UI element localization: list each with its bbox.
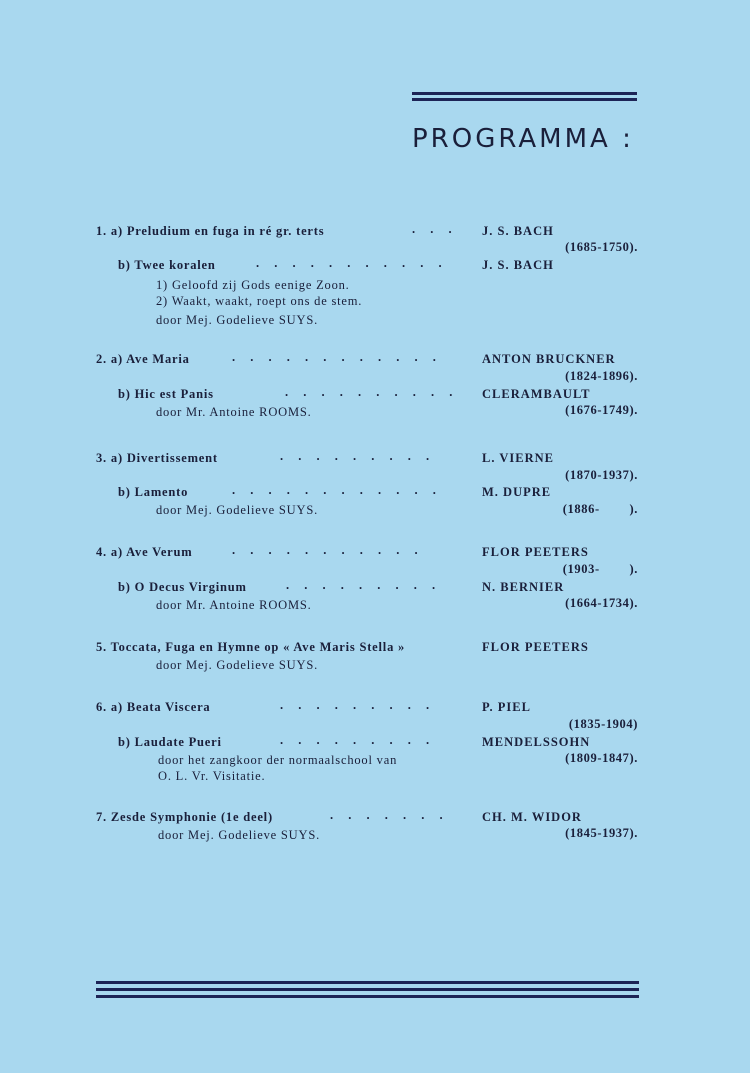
item-2a-dots: . . . . . . . . . . . . xyxy=(232,350,442,364)
item-1a-dates: (1685-1750). xyxy=(565,240,638,254)
item-4b-dots: . . . . . . . . . xyxy=(286,578,442,592)
item-4a-composer: FLOR PEETERS xyxy=(482,545,589,559)
item-1a-dots: . . . xyxy=(412,222,458,236)
item-2a-label: 2. a) Ave Maria xyxy=(96,352,190,366)
item-2b-dots: . . . . . . . . . . xyxy=(285,385,459,399)
item-2b-label: b) Hic est Panis xyxy=(118,387,214,401)
item-4a-dates: (1903- ). xyxy=(562,562,638,576)
item-1b-sub-2: 2) Waakt, waakt, roept ons de stem. xyxy=(156,294,363,308)
item-4b-label: b) O Decus Virginum xyxy=(118,580,247,594)
item-4b-performer: door Mr. Antoine ROOMS. xyxy=(156,598,312,612)
item-3a-dates: (1870-1937). xyxy=(565,468,638,482)
item-3a-composer: L. VIERNE xyxy=(482,451,554,465)
item-3b-composer: M. DUPRE xyxy=(482,485,552,499)
item-1b-performer: door Mej. Godelieve SUYS. xyxy=(156,313,318,327)
item-6a-dots: . . . . . . . . . xyxy=(280,698,436,712)
item-5-performer: door Mej. Godelieve SUYS. xyxy=(156,658,318,672)
item-1b-label: b) Twee koralen xyxy=(118,258,216,272)
item-6b-composer: MENDELSSOHN xyxy=(482,735,591,749)
item-4a-dots: . . . . . . . . . . . xyxy=(232,543,424,557)
item-4b-dates: (1664-1734). xyxy=(565,596,638,610)
item-7-label: 7. Zesde Symphonie (1e deel) xyxy=(96,810,273,824)
item-6b-label: b) Laudate Pueri xyxy=(118,735,222,749)
item-1b-sub-1: 1) Geloofd zij Gods eenige Zoon. xyxy=(156,278,350,292)
item-1a-label: 1. a) Preludium en fuga in ré gr. terts xyxy=(96,224,325,238)
item-4b-composer: N. BERNIER xyxy=(482,580,565,594)
bottom-triple-rule xyxy=(96,981,639,1002)
item-5-composer: FLOR PEETERS xyxy=(482,640,589,654)
item-6b-performer: door het zangkoor der normaalschool van xyxy=(158,753,398,767)
item-7-dates: (1845-1937). xyxy=(565,826,638,840)
item-2a-dates: (1824-1896). xyxy=(565,369,638,383)
item-6b-dates: (1809-1847). xyxy=(565,751,638,765)
item-3b-performer: door Mej. Godelieve SUYS. xyxy=(156,503,318,517)
item-3b-dots: . . . . . . . . . . . . xyxy=(232,483,442,497)
item-1b-composer: J. S. BACH xyxy=(482,258,554,272)
item-7-performer: door Mej. Godelieve SUYS. xyxy=(158,828,320,842)
item-3a-dots: . . . . . . . . . xyxy=(280,449,436,463)
item-6a-label: 6. a) Beata Viscera xyxy=(96,700,211,714)
item-2b-composer: CLERAMBAULT xyxy=(482,387,591,401)
item-1a-composer: J. S. BACH xyxy=(482,224,554,238)
item-6b-performer-2: O. L. Vr. Visitatie. xyxy=(158,769,266,783)
item-5-label: 5. Toccata, Fuga en Hymne op « Ave Maris Stella » xyxy=(96,640,406,654)
item-7-composer: CH. M. WIDOR xyxy=(482,810,582,824)
item-6a-composer: P. PIEL xyxy=(482,700,531,714)
item-3b-label: b) Lamento xyxy=(118,485,189,499)
item-2b-dates: (1676-1749). xyxy=(565,403,638,417)
item-1b-dots: . . . . . . . . . . . xyxy=(256,256,448,270)
item-6a-dates: (1835-1904) xyxy=(568,717,638,731)
item-2a-composer: ANTON BRUCKNER xyxy=(482,352,616,366)
top-double-rule xyxy=(412,92,637,104)
item-3a-label: 3. a) Divertissement xyxy=(96,451,218,465)
item-4a-label: 4. a) Ave Verum xyxy=(96,545,193,559)
item-7-dots: . . . . . . . xyxy=(330,808,449,822)
item-6b-dots: . . . . . . . . . xyxy=(280,733,436,747)
item-2b-performer: door Mr. Antoine ROOMS. xyxy=(156,405,312,419)
item-3b-dates: (1886- ). xyxy=(562,502,638,516)
page-title: PROGRAMMA : xyxy=(412,124,634,154)
